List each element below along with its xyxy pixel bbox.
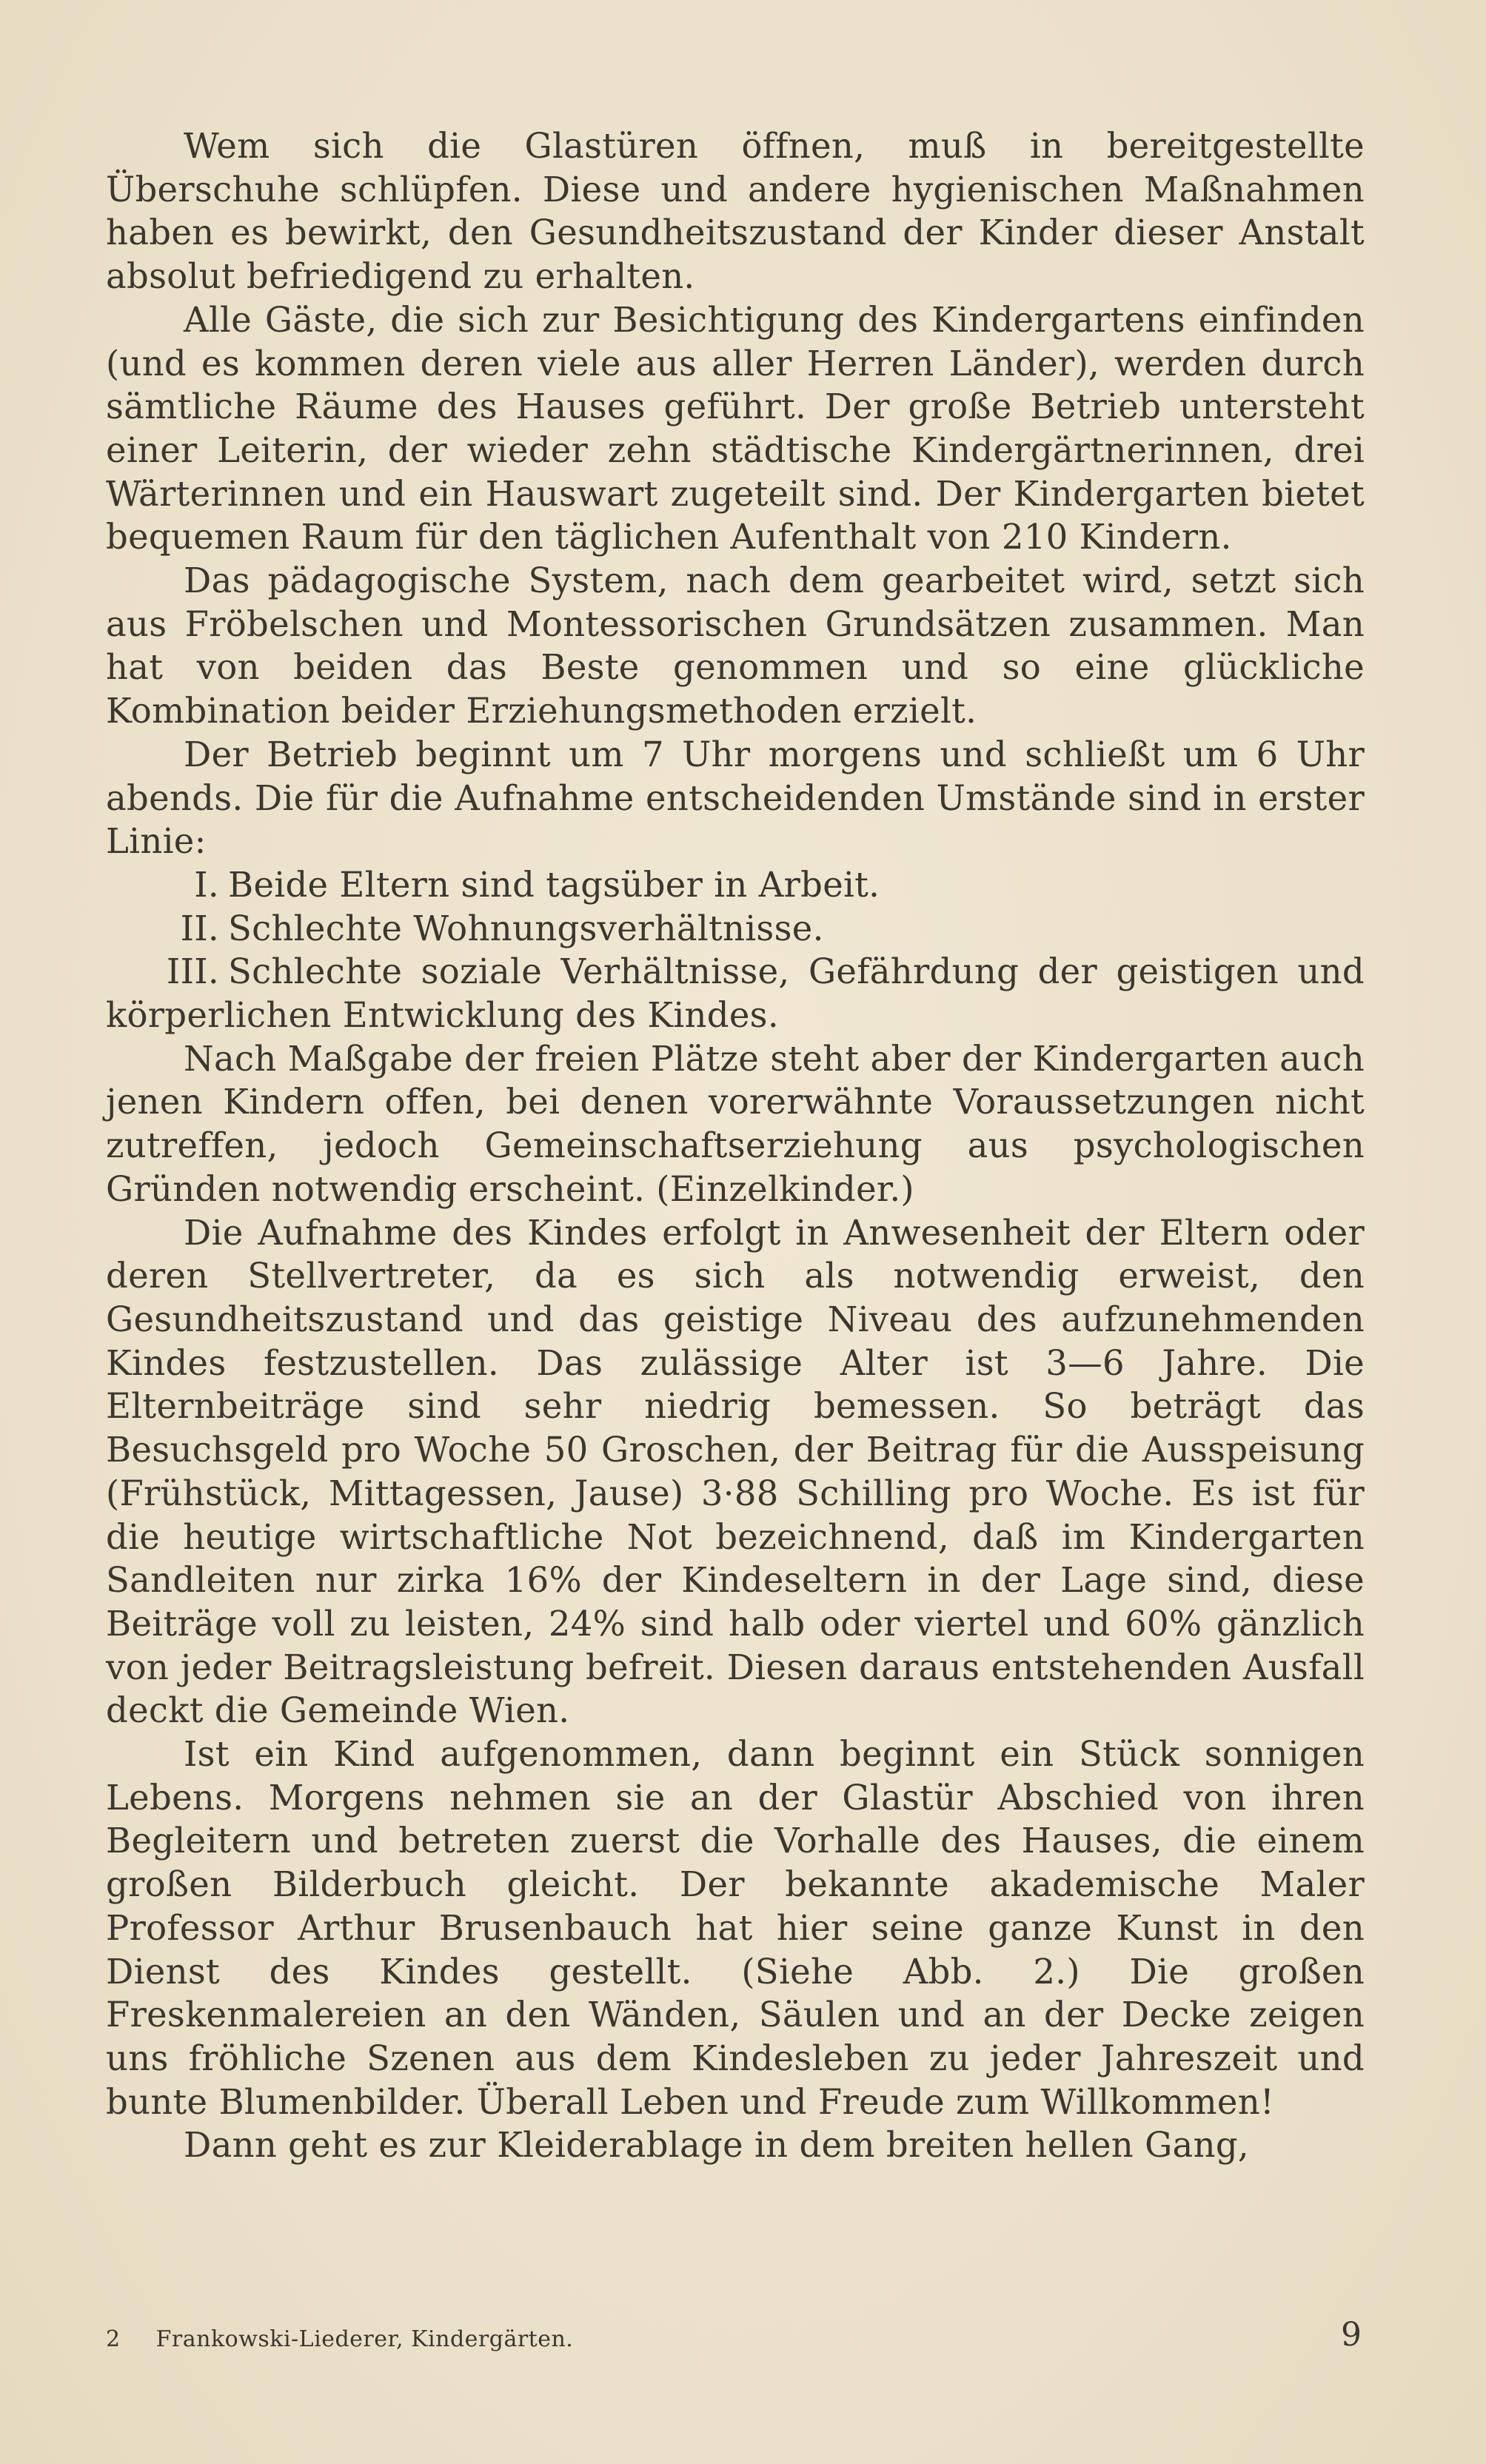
page-footer bbox=[106, 2316, 1365, 2360]
list-item-number: II. bbox=[180, 908, 219, 948]
list-item-number: III. bbox=[166, 951, 219, 992]
page-number: 9 bbox=[1341, 2316, 1362, 2354]
list-item-text: Schlechte soziale Verhältnisse, Gefährdung der geistigen und körperlichen Entwicklung des Kindes. bbox=[106, 951, 1365, 1036]
list-item-text: Beide Eltern sind tagsüber in Arbeit. bbox=[228, 864, 880, 905]
list-item bbox=[106, 950, 1365, 1037]
paragraph: Der Betrieb beginnt um 7 Uhr morgens und schließt um 6 Uhr abends. Die für die Aufnahme entscheidenden Umstände sind in erster Linie: bbox=[106, 734, 1365, 862]
paragraph: Nach Maßgabe der freien Plätze steht aber der Kindergarten auch jenen Kindern offen, bei denen vorerwähnte Voraussetzungen nicht zutreffen, jedoch Gemeinschaftserziehung aus psychologischen Gründen notwendig erscheint. (Einzelkinder.) bbox=[106, 1038, 1365, 1209]
paragraph: Wem sich die Glastüren öffnen, muß in bereitgestellte Überschuhe schlüpfen. Diese und andere hygienischen Maßnahmen haben es bewirkt, den Gesundheitszustand der Kinder dieser Anstalt absolut befriedigend zu erhalten. bbox=[106, 126, 1365, 297]
list-item-text: Schlechte Wohnungsverhältnisse. bbox=[228, 908, 824, 948]
paragraph: Das pädagogische System, nach dem gearbeitet wird, setzt sich aus Fröbelschen und Montessorischen Grundsätzen zusammen. Man hat von beiden das Beste genommen und so eine glückliche Kombination beider Erziehungsmethoden erzielt. bbox=[106, 560, 1365, 732]
paragraph: Ist ein Kind aufgenommen, dann beginnt ein Stück sonnigen Lebens. Morgens nehmen sie an der Glastür Abschied von ihren Begleitern und betreten zuerst die Vorhalle des Hauses, die einem großen Bilderbuch gleicht. Der bekannte akademische Maler Professor Arthur Brusenbauch hat hier seine ganze Kunst in den Dienst des Kindes gestellt. (Siehe Abb. 2.) Die großen Freskenmalereien an den Wänden, Säulen und an der Decke zeigen uns fröhliche Szenen aus dem Kindesleben zu jeder Jahreszeit und bunte Blumenbilder. Überall Leben und Freude zum Willkommen! bbox=[106, 1734, 1365, 2122]
list-item bbox=[106, 907, 1365, 951]
body-text bbox=[106, 124, 1365, 2167]
paragraph: Die Aufnahme des Kindes erfolgt in Anwesenheit der Eltern oder deren Stellvertreter, da es sich als notwendig erweist, den Gesundheitszustand und das geistige Niveau des aufzunehmenden Kindes festzustellen. Das zulässige Alter ist 3—6 Jahre. Die Elternbeiträge sind sehr niedrig bemessen. So beträgt das Besuchsgeld pro Woche 50 Groschen, der Beitrag für die Ausspeisung (Frühstück, Mittagessen, Jause) 3·88 Schilling pro Woche. Es ist für die heutige wirtschaftliche Not bezeichnend, daß im Kindergarten Sandleiten nur zirka 16% der Kindeseltern in der Lage sind, diese Beiträge voll zu leisten, 24% sind halb oder viertel und 60% gänzlich von jeder Beitragsleistung befreit. Diesen daraus entstehenden Ausfall deckt die Gemeinde Wien. bbox=[106, 1212, 1365, 1731]
paragraph: Alle Gäste, die sich zur Besichtigung des Kindergartens einfinden (und es kommen deren viele aus aller Herren Länder), werden durch sämtliche Räume des Hauses geführt. Der große Betrieb untersteht einer Leiterin, der wieder zehn städtische Kindergärtnerinnen, drei Wärterinnen und ein Hauswart zugeteilt sind. Der Kindergarten bietet bequemen Raum für den täglichen Aufenthalt von 210 Kindern. bbox=[106, 299, 1365, 558]
list-item bbox=[106, 863, 1365, 907]
printer-signature bbox=[106, 2326, 573, 2352]
paragraph: Dann geht es zur Kleiderablage in dem breiten hellen Gang, bbox=[184, 2125, 1249, 2166]
signature-number: 2 bbox=[106, 2326, 121, 2352]
signature-text: Frankowski-Liederer, Kindergärten. bbox=[155, 2326, 574, 2352]
list-item-number: I. bbox=[194, 864, 219, 905]
